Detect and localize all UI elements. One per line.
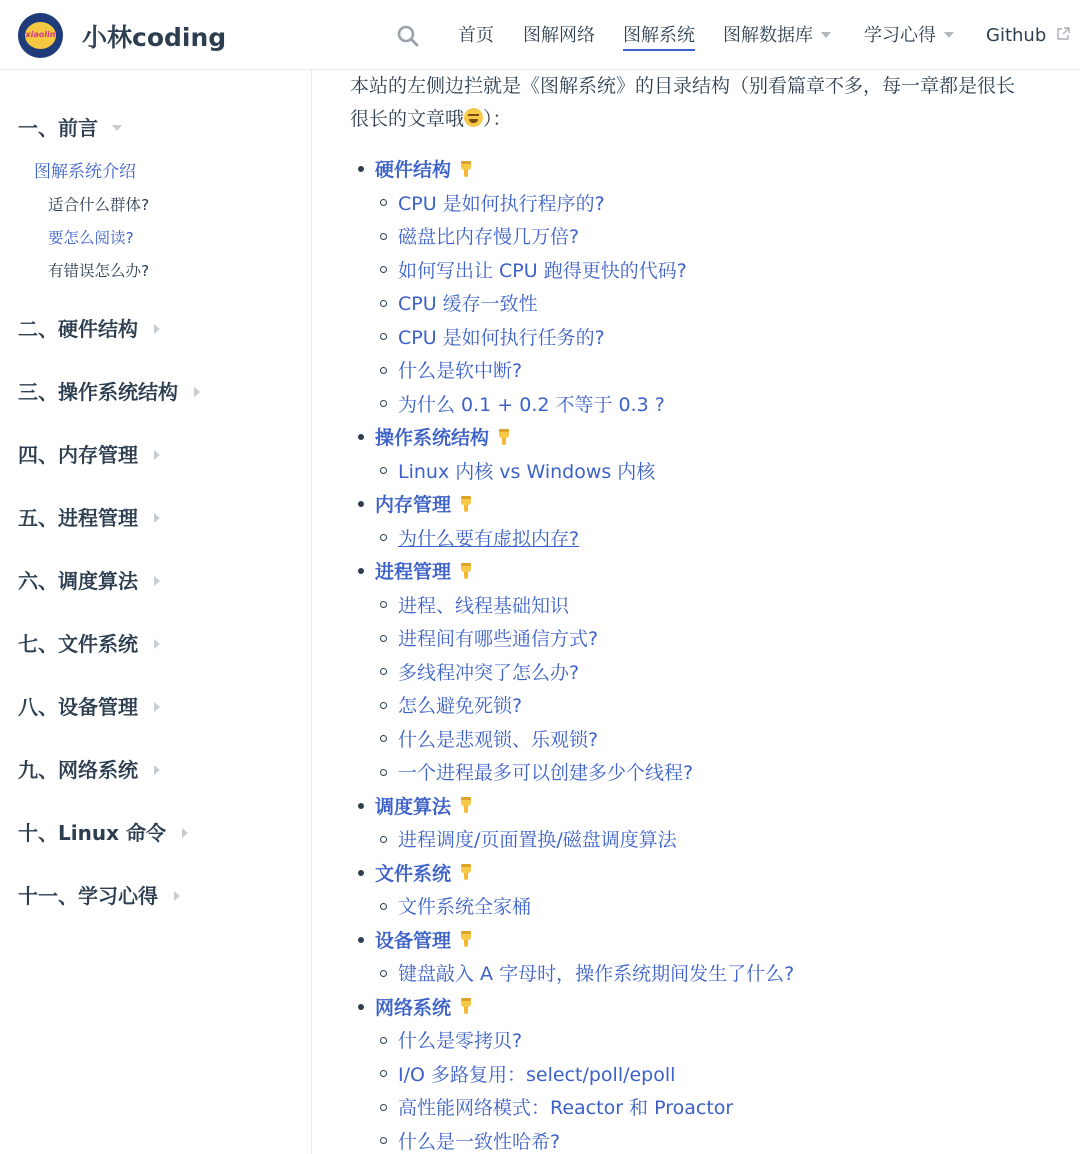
toc-section-title: 网络系统	[375, 996, 452, 1019]
toc-link-text: 什么是零拷贝?	[398, 1030, 523, 1052]
toc-link[interactable]	[380, 661, 579, 685]
intro-text: ）：	[483, 108, 512, 130]
bullet-circle	[380, 970, 387, 977]
sidebar-group-label: 九、网络系统	[18, 758, 138, 782]
chevron-down-icon	[112, 125, 122, 131]
pointing-down-hand-icon	[459, 495, 473, 513]
toc-link[interactable]	[380, 1063, 675, 1087]
pointing-down-hand-icon	[459, 562, 473, 580]
toc-link-text: 文件系统全家桶	[398, 896, 532, 918]
pointing-down-hand-icon	[497, 428, 511, 446]
bullet-dot	[358, 568, 364, 574]
bullet-dot	[358, 870, 364, 876]
toc-link-text: 高性能网络模式：Reactor 和 Proactor	[398, 1097, 734, 1119]
grinning-emoji-icon	[464, 108, 483, 127]
toc-link-text: 磁盘比内存慢几万倍?	[398, 226, 580, 248]
search-icon[interactable]	[396, 24, 420, 48]
toc-section[interactable]	[358, 996, 473, 1020]
chevron-right-icon	[154, 324, 160, 334]
sidebar-group-label: 八、设备管理	[18, 695, 138, 719]
bullet-dot	[358, 937, 364, 943]
toc-section-title: 文件系统	[375, 862, 452, 885]
toc-link-text: CPU 是如何执行任务的?	[398, 326, 605, 349]
toc-link-text: 怎么避免死锁?	[398, 695, 523, 717]
intro-line: 本站的左侧边拦就是《图解系统》的目录结构（别看篇章不多，每一章都是很长	[350, 75, 1016, 97]
sidebar-group-process[interactable]	[18, 502, 160, 531]
chevron-down-icon	[821, 32, 831, 38]
chevron-right-icon	[154, 702, 160, 712]
bullet-circle	[380, 903, 387, 910]
logo-text: xiaolin	[25, 30, 56, 39]
bullet-circle	[380, 668, 387, 675]
toc-link[interactable]	[380, 527, 579, 551]
sidebar-group-notes[interactable]	[18, 880, 180, 909]
toc-section-title: 内存管理	[375, 494, 452, 516]
toc-link[interactable]	[380, 359, 522, 383]
bullet-circle	[380, 367, 387, 374]
bullet-circle	[380, 702, 387, 709]
toc-link-text: 什么是一致性哈希?	[398, 1130, 561, 1153]
bullet-circle	[380, 635, 387, 642]
chevron-right-icon	[154, 513, 160, 523]
chevron-right-icon	[154, 576, 160, 586]
sidebar-group-label: 二、硬件结构	[18, 317, 138, 341]
toc-section[interactable]	[358, 158, 473, 182]
nav-home[interactable]: 首页	[458, 25, 494, 46]
pointing-down-hand-icon	[459, 930, 473, 948]
site-name[interactable]: 小林coding	[82, 23, 227, 52]
toc-link-text: 多线程冲突了怎么办?	[398, 661, 580, 684]
toc-link[interactable]	[380, 627, 598, 651]
bullet-circle	[380, 199, 387, 206]
bullet-circle	[380, 601, 387, 608]
toc-link[interactable]	[380, 962, 794, 986]
toc-link[interactable]	[380, 292, 538, 316]
sidebar-group-network[interactable]	[18, 754, 160, 783]
toc-link-text: Linux 内核 vs Windows 内核	[398, 460, 656, 483]
toc-section[interactable]	[358, 862, 473, 886]
bullet-dot	[358, 1004, 364, 1010]
toc-link[interactable]	[380, 694, 522, 718]
toc-link[interactable]	[380, 761, 693, 785]
toc-link[interactable]	[380, 594, 569, 618]
sidebar-group-filesystem[interactable]	[18, 628, 160, 657]
pointing-down-hand-icon	[459, 160, 473, 178]
sidebar-group-label: 十一、学习心得	[18, 884, 158, 908]
chevron-right-icon	[154, 450, 160, 460]
chevron-down-icon	[944, 32, 954, 38]
sidebar-group-label: 六、调度算法	[18, 569, 138, 593]
toc-link[interactable]	[380, 1130, 560, 1154]
toc-link[interactable]	[380, 259, 687, 283]
bullet-circle	[380, 400, 387, 407]
sidebar-item-errors[interactable]: 有错误怎么办?	[48, 262, 150, 280]
toc-link[interactable]	[380, 460, 655, 484]
toc-link-text: 什么是悲观锁、乐观锁?	[398, 728, 599, 751]
intro-paragraph	[350, 70, 1050, 136]
chevron-right-icon	[194, 387, 200, 397]
toc-link-text: 进程、线程基础知识	[398, 594, 570, 617]
pointing-down-hand-icon	[459, 796, 473, 814]
external-link-icon	[1056, 27, 1070, 41]
chevron-right-icon	[154, 765, 160, 775]
nav-database-label: 图解数据库	[723, 25, 813, 46]
bullet-dot	[358, 803, 364, 809]
sidebar-group-label: 五、进程管理	[18, 506, 138, 530]
toc-link-text: CPU 缓存一致性	[398, 293, 538, 315]
nav-github[interactable]	[986, 23, 1070, 51]
sidebar-group-os-structure[interactable]	[18, 376, 200, 405]
bullet-circle	[380, 266, 387, 273]
bullet-circle	[380, 300, 387, 307]
toc-link[interactable]	[380, 225, 579, 249]
sidebar-item-howto[interactable]: 要怎么阅读?	[48, 229, 134, 247]
sidebar	[0, 70, 312, 1154]
toc-link-text: 如何写出让 CPU 跑得更快的代码?	[398, 259, 687, 282]
chevron-right-icon	[154, 639, 160, 649]
toc-link-text: 进程调度/页面置换/磁盘调度算法	[398, 829, 677, 851]
sidebar-group-device[interactable]	[18, 691, 160, 720]
sidebar-group-linux[interactable]	[18, 817, 188, 846]
toc-link-text: 一个进程最多可以创建多少个线程?	[398, 762, 694, 784]
toc-link[interactable]	[380, 1029, 522, 1053]
bullet-circle	[380, 735, 387, 742]
bullet-circle	[380, 836, 387, 843]
chevron-right-icon	[174, 891, 180, 901]
nav-network[interactable]: 图解网络	[523, 25, 595, 46]
chevron-right-icon	[182, 828, 188, 838]
toc-link[interactable]	[380, 828, 677, 852]
bullet-circle	[380, 1104, 387, 1111]
toc-section-title: 操作系统结构	[375, 427, 490, 449]
toc-link-text: CPU 是如何执行程序的?	[398, 192, 605, 215]
nav-github-label: Github	[986, 25, 1047, 46]
pointing-down-hand-icon	[459, 863, 473, 881]
sidebar-item-intro[interactable]: 图解系统介绍	[34, 162, 136, 182]
bullet-circle	[380, 769, 387, 776]
nav-database[interactable]	[723, 23, 831, 51]
sidebar-group-preface[interactable]	[18, 112, 122, 141]
toc-section-title: 调度算法	[375, 795, 452, 818]
toc-section[interactable]	[358, 426, 511, 450]
toc-section[interactable]	[358, 493, 473, 517]
bullet-circle	[380, 333, 387, 340]
site-logo[interactable]	[18, 13, 63, 58]
sidebar-group-label: 三、操作系统结构	[18, 380, 178, 404]
sidebar-group-hardware[interactable]	[18, 313, 160, 342]
toc-link-text: 为什么要有虚拟内存?	[398, 527, 580, 550]
toc-section-title: 硬件结构	[375, 159, 452, 181]
toc-section-title: 设备管理	[375, 929, 452, 952]
bullet-circle	[380, 467, 387, 474]
toc-link[interactable]	[380, 895, 531, 919]
pointing-down-hand-icon	[459, 997, 473, 1015]
toc-section-title: 进程管理	[375, 561, 452, 583]
sidebar-group-memory[interactable]	[18, 439, 160, 468]
bullet-circle	[380, 1070, 387, 1077]
navbar	[0, 0, 1080, 70]
toc-section[interactable]	[358, 795, 473, 819]
sidebar-group-label: 一、前言	[18, 116, 98, 140]
sidebar-item-audience[interactable]: 适合什么群体?	[48, 196, 150, 214]
bullet-dot	[358, 166, 364, 172]
bullet-circle	[380, 1037, 387, 1044]
sidebar-group-label: 七、文件系统	[18, 632, 138, 656]
toc-link[interactable]	[380, 192, 605, 216]
bullet-dot	[358, 434, 364, 440]
bullet-circle	[380, 1137, 387, 1144]
intro-text: 很长的文章哦	[350, 108, 465, 130]
toc-link-text: 为什么 0.1 + 0.2 不等于 0.3 ?	[398, 393, 665, 416]
toc-section[interactable]	[358, 929, 473, 953]
sidebar-group-scheduling[interactable]	[18, 565, 160, 594]
nav-notes-label: 学习心得	[864, 25, 936, 46]
toc-link-text: 什么是软中断?	[398, 360, 523, 382]
toc-link[interactable]	[380, 1096, 733, 1120]
toc-section[interactable]	[358, 560, 473, 584]
bullet-circle	[380, 233, 387, 240]
sidebar-group-label: 四、内存管理	[18, 443, 138, 467]
toc-link[interactable]	[380, 326, 605, 350]
nav-notes[interactable]	[864, 23, 954, 51]
toc-link-text: 键盘敲入 A 字母时，操作系统期间发生了什么?	[398, 963, 795, 985]
nav-system[interactable]: 图解系统	[623, 23, 695, 51]
intro-line	[350, 103, 1050, 136]
sidebar-group-label: 十、Linux 命令	[18, 821, 166, 845]
bullet-dot	[358, 501, 364, 507]
toc-link[interactable]	[380, 728, 598, 752]
toc-link[interactable]	[380, 393, 665, 417]
toc-link-text: 进程间有哪些通信方式?	[398, 628, 599, 650]
bullet-circle	[380, 534, 387, 541]
toc-link-text: I/O 多路复用：select/poll/epoll	[398, 1063, 676, 1086]
